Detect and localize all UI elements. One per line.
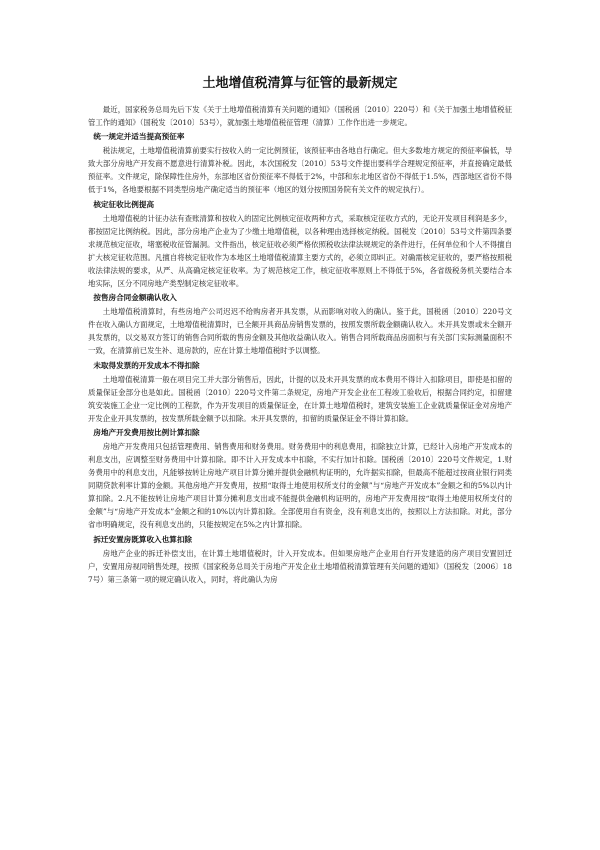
section-heading: 未取得发票的开发成本不得扣除 (93, 360, 200, 370)
section-paragraph: 土地增值税清算时，有些房地产公司迟迟不给购房者开具发票，从而影响对收入的确认。鉴于此，国税函〔2010〕220号文件在收入确认方面规定，土地增值税清算时，已全额开具商品房销售发票的，按照发票所载金额确认收入。未开具发票或未全额开具发票的，以交易双方签订的销售合同所载的售房金额及其他收益确认收入。销售合同所载商品房面积与有关部门实际测量面积不一致，在清算前已发生补、退房款的，应在计算土地增值税时予以调整。 (88, 307, 512, 356)
document-page (88, 76, 512, 586)
section-heading: 拆迁安置房既算收入也算扣除 (93, 534, 193, 544)
section-paragraph: 房地产开发费用只包括管理费用、销售费用和财务费用。财务费用中的利息费用，扣除独立计算，已经计入房地产开发成本的利息支出，应调整至财务费用中计算扣除。即不计入开发成本中扣除，不实行加计扣除。国税函〔2010〕220号文件规定，1.财务费用中的利息支出，凡能够按转让房地产项目计算分摊并提供金融机构证明的，允许据实扣除，但最高不能超过按商业银行同类同期贷款利率计算的金额。其他房地产开发费用，按照“取得土地使用权所支付的金额”与“房地产开发成本”金额之和的5%以内计算扣除。2.凡不能按转让房地产项目计算分摊利息支出或不能提供金融机构证明的，房地产开发费用按“取得土地使用权所支付的金额”与“房地产开发成本”金额之和的10%以内计算扣除。全部使用自有资金，没有利息支出的，按照以上方法扣除。对此，部分省市明确规定，没有利息支出的，只能按规定在5%之内计算扣除。 (88, 441, 512, 530)
section-heading: 核定征收比例提高 (93, 199, 155, 209)
section-heading: 统一规定并适当提高预征率 (93, 132, 185, 142)
section-paragraph: 土地增值税清算一般在项目完工并大部分销售后，因此，计提的以及未开具发票的成本费用不得计入扣除项目，即使是扣留的质量保证金部分也是如此。国税函〔2010〕220号文件第二条规定，房地产开发企业在工程竣工验收后，根据合同约定，扣留建筑安装施工企业一定比例的工程款，作为开发项目的质量保证金，在计算土地增值税时，建筑安装施工企业就质量保证金对房地产开发企业开具发票的，按发票所载金额予以扣除。未开具发票的，扣留的质量保证金不得计算扣除。 (88, 374, 512, 423)
section-paragraph: 土地增值税的计征办法有查账清算和按收入的固定比例核定征收两种方式，采取核定征收方式的，无论开发项目利润是多少，都按固定比例纳税。因此，部分房地产企业为了少缴土地增值税，以各种理由选择核定纳税。国税发〔2010〕53号文件第四条要求规范核定征收，堵塞税收征管漏洞。文件指出，核定征收必须严格依照税收法律法规规定的条件进行，任何单位和个人不得擅自扩大核定征收范围。凡擅自将核定征收作为本地区土地增值税清算主要方式的，必须立即纠正。对确需核定征收的，要严格按照税收法律法规的要求，从严、从高确定核定征收率。为了规范核定工作，核定征收率原则上不得低于5%，各省级税务机关要结合本地实际，区分不同房地产类型制定核定征收率。 (88, 213, 512, 289)
section-heading: 房地产开发费用按比例计算扣除 (93, 427, 200, 437)
section-paragraph: 房地产企业的拆迁补偿支出，在计算土地增值税时，计入开发成本。但如果房地产企业用自行开发建造的房产项目安置回迁户，安置用房视同销售处理，按照《国家税务总局关于房地产开发企业土地增值税清算管理有关问题的通知》（国税发〔2006〕187号）第三条第一项的规定确认收入，同时，将此确认为房 (88, 548, 512, 584)
page-title: 土地增值税清算与征管的最新规定 (202, 76, 398, 91)
section-paragraph: 税法规定，土地增值税清算前要实行按收入的一定比例预征，该预征率由各地自行确定。但大多数地方规定的预征率偏低，导致大部分房地产开发商不愿意进行清算补税。因此，本次国税发〔2010〕53号文件提出要科学合理规定预征率，并直接确定最低预征率。文件规定，除保障性住房外，东部地区省份预征率不得低于2%，中部和东北地区省份不得低于1.5%，西部地区省份不得低于1%，各地要根据不同类型房地产确定适当的预征率（地区的划分按照国务院有关文件的规定执行）。 (88, 146, 512, 195)
intro-paragraph: 最近，国家税务总局先后下发《关于土地增值税清算有关问题的通知》（国税函〔2010〕220号）和《关于加强土地增值税征管工作的通知》（国税发〔2010〕53号），就加强土地增值税征管理（清算）工作作出进一步规定。 (88, 105, 512, 128)
section-heading: 按售房合同金额确认收入 (93, 293, 177, 303)
